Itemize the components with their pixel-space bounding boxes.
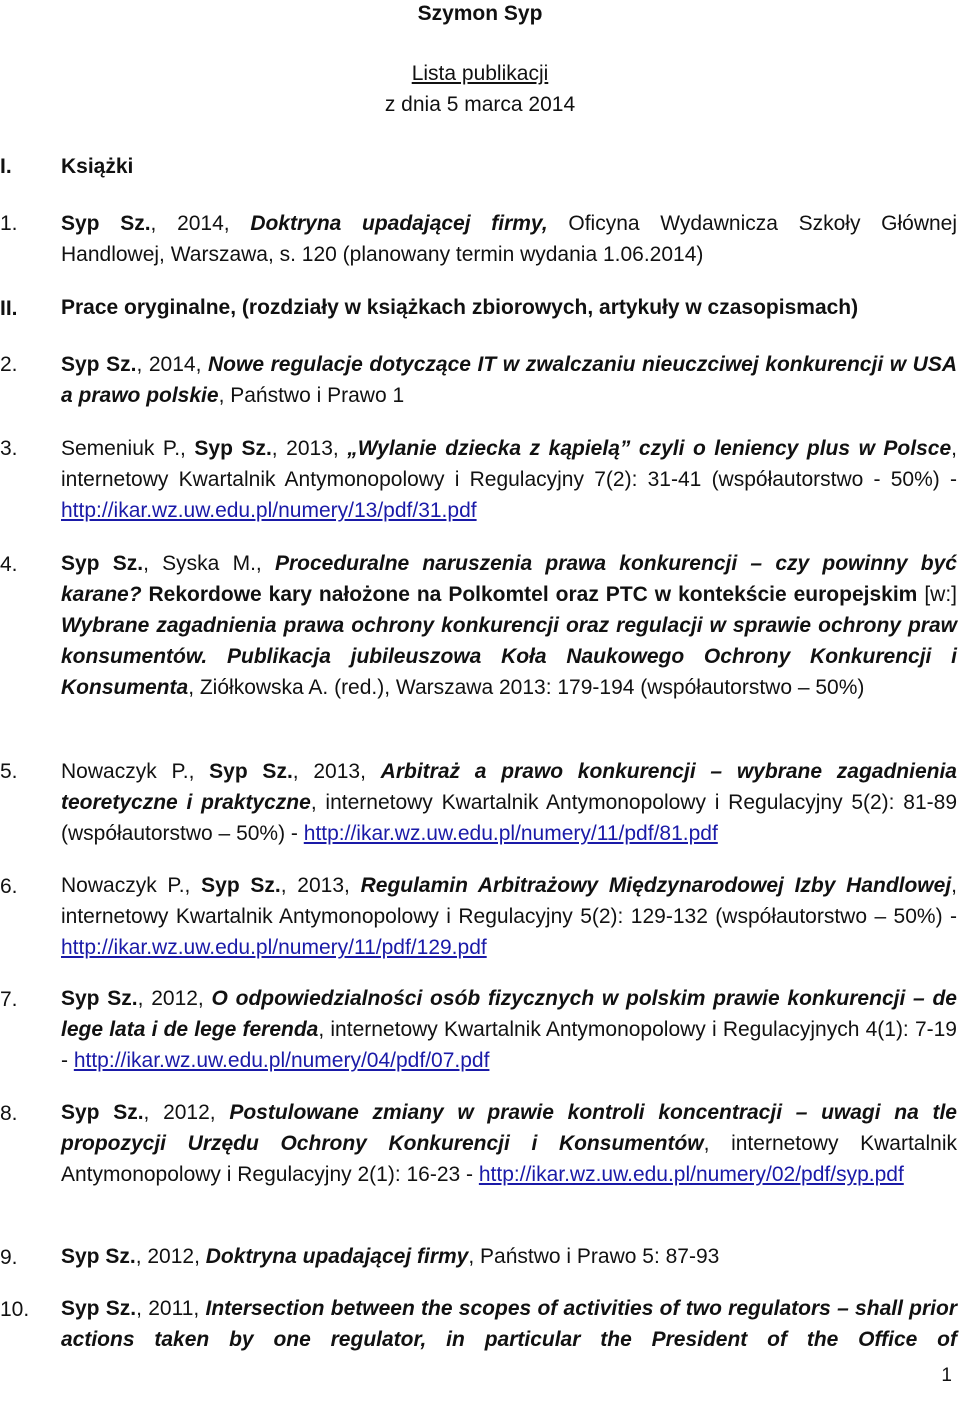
entry-3 xyxy=(61,433,957,526)
author-name: Szymon Syp xyxy=(417,2,543,25)
entry-title: Doktryna upadającej firmy xyxy=(205,1245,469,1268)
entry-title: „Wylanie dziecka z kąpielą” czyli o leniency plus w Polsce xyxy=(347,437,952,460)
entry-number: 1. xyxy=(0,212,18,235)
entry-year: , 2014, xyxy=(150,212,251,235)
entry-author: Syp Sz. xyxy=(61,353,137,376)
entry-link[interactable]: http://ikar.wz.uw.edu.pl/numery/04/pdf/07.pdf xyxy=(73,1049,490,1072)
entry-coauthor: Nowaczyk P., xyxy=(61,760,210,783)
entry-title: Intersection between the scopes of activities of two regulators – shall prior actions taken by one regulator, in particular the President of the Office of xyxy=(61,1297,958,1351)
entry-number: 4. xyxy=(0,553,18,576)
entry-number: 3. xyxy=(0,437,18,460)
entry-author: Syp Sz. xyxy=(61,1101,144,1124)
entry-author: Syp Sz. xyxy=(61,552,144,575)
entry-source: , internetowy Kwartalnik Antymonopolowy i Regulacyjny 7(2): 31-41 (współautorstwo - 50%) - xyxy=(61,437,957,491)
page-number: 1 xyxy=(941,1365,952,1386)
entry-year: , 2011, xyxy=(136,1297,206,1320)
entry-publisher: Oficyna Wydawnicza Szkoły Głównej xyxy=(547,212,958,235)
list-date: z dnia 5 marca 2014 xyxy=(384,93,576,116)
entry-author: Syp Sz. xyxy=(201,874,281,897)
entry-number: 8. xyxy=(0,1102,18,1125)
entry-6 xyxy=(61,870,957,963)
entry-source: , internetowy Kwartalnik Antymonopolowy i Regulacyjny 5(2): 129-132 (współautorstwo – 50%) - xyxy=(61,874,958,928)
entry-number: 2. xyxy=(0,353,18,376)
entry-link[interactable]: http://ikar.wz.uw.edu.pl/numery/11/pdf/81.pdf xyxy=(303,822,718,845)
entry-2 xyxy=(61,349,957,411)
section-numeral: I. xyxy=(0,155,12,178)
entry-number: 10. xyxy=(0,1298,30,1321)
entry-year: , 2012, xyxy=(143,1101,230,1124)
entry-book-title: Wybrane zagadnienia prawa ochrony konkurencji oraz regulacji w sprawie ochrony praw konsumentów. Publikacja jubileuszowa Koła Naukowego Ochrony Konkurencji i Konsumenta xyxy=(61,614,957,699)
entry-title: Arbitraż a prawo konkurencji – wybrane zagadnienia teoretyczne i praktyczne xyxy=(61,760,957,814)
list-title: Lista publikacji xyxy=(411,62,549,85)
entry-line xyxy=(61,208,957,239)
entry-title: Nowe regulacje dotyczące IT w zwalczaniu nieuczciwej konkurencji w USA a prawo polskie xyxy=(61,353,957,407)
entry-source: , Państwo i Prawo 5: 87-93 xyxy=(468,1245,720,1268)
entry-author: Syp Sz. xyxy=(61,1297,137,1320)
entry-author: Syp Sz. xyxy=(209,760,293,783)
entry-number: 6. xyxy=(0,875,18,898)
entry-year: , 2013, xyxy=(292,760,381,783)
entry-author: Syp Sz. xyxy=(61,987,138,1010)
entry-4 xyxy=(61,548,957,703)
entry-title: Postulowane zmiany w prawie kontroli koncentracji – uwagi na tle propozycji Urzędu Ochrony Konkurencji i Konsumentów xyxy=(61,1101,957,1155)
entry-year: , 2014, xyxy=(136,353,209,376)
entry-10 xyxy=(61,1293,957,1355)
entry-8 xyxy=(61,1097,957,1190)
entry-link[interactable]: http://ikar.wz.uw.edu.pl/numery/13/pdf/31.pdf xyxy=(61,499,477,522)
entry-9 xyxy=(61,1241,957,1272)
entry-source: , Państwo i Prawo 1 xyxy=(218,384,405,407)
entry-number: 5. xyxy=(0,760,18,783)
entry-year: , 2013, xyxy=(280,874,361,897)
entry-source: , internetowy Kwartalnik Antymonopolowy i Regulacyjny 2(1): 16-23 - xyxy=(61,1132,957,1186)
entry-title: Regulamin Arbitrażowy Międzynarodowej Izby Handlowej xyxy=(360,874,952,897)
entry-author: Syp Sz. xyxy=(194,437,272,460)
entry-author: Syp Sz. xyxy=(61,212,151,235)
entry-coauthor: Semeniuk P., xyxy=(61,437,195,460)
entry-source: , internetowy Kwartalnik Antymonopolowy i Regulacyjny 5(2): 81-89 (współautorstwo – 50%) - xyxy=(61,791,957,845)
entry-in: [w:] xyxy=(917,583,957,606)
entry-title: Doktryna upadającej firmy, xyxy=(250,212,548,235)
entry-5 xyxy=(61,756,957,849)
entry-link[interactable]: http://ikar.wz.uw.edu.pl/numery/02/pdf/syp.pdf xyxy=(478,1163,904,1186)
entry-link[interactable]: http://ikar.wz.uw.edu.pl/numery/11/pdf/129.pdf xyxy=(61,936,487,959)
entry-year: , 2012, xyxy=(135,1245,206,1268)
entry-number: 7. xyxy=(0,988,18,1011)
entry-source: , internetowy Kwartalnik Antymonopolowy i Regulacyjnych 4(1): 7-19 - xyxy=(61,1018,957,1072)
entry-author: Syp Sz. xyxy=(61,1245,136,1268)
entry-line: Handlowej, Warszawa, s. 120 (planowany termin wydania 1.06.2014) xyxy=(61,243,704,266)
entry-coauthor: Nowaczyk P., xyxy=(61,874,202,897)
entry-subtitle: Rekordowe kary nałożone na Polkomtel oraz PTC w kontekście europejskim xyxy=(141,583,918,606)
entry-title: Proceduralne naruszenia prawa konkurencji – czy powinny być karane? xyxy=(61,552,957,606)
section-numeral: II. xyxy=(0,297,18,320)
entry-source: , Ziółkowska A. (red.), Warszawa 2013: 179-194 (współautorstwo – 50%) xyxy=(188,676,865,699)
entry-number: 9. xyxy=(0,1246,18,1269)
section-title: Książki xyxy=(61,155,134,178)
entry-title: O odpowiedzialności osób fizycznych w polskim prawie konkurencji – de lege lata i de lege ferenda xyxy=(61,987,957,1041)
entry-1 xyxy=(61,208,957,270)
entry-year: , 2012, xyxy=(137,987,212,1010)
entry-year: , 2013, xyxy=(271,437,348,460)
entry-coauthor: , Syska M., xyxy=(143,552,275,575)
section-title: Prace oryginalne, (rozdziały w książkach zbiorowych, artykuły w czasopismach) xyxy=(61,296,859,319)
entry-7 xyxy=(61,983,957,1076)
